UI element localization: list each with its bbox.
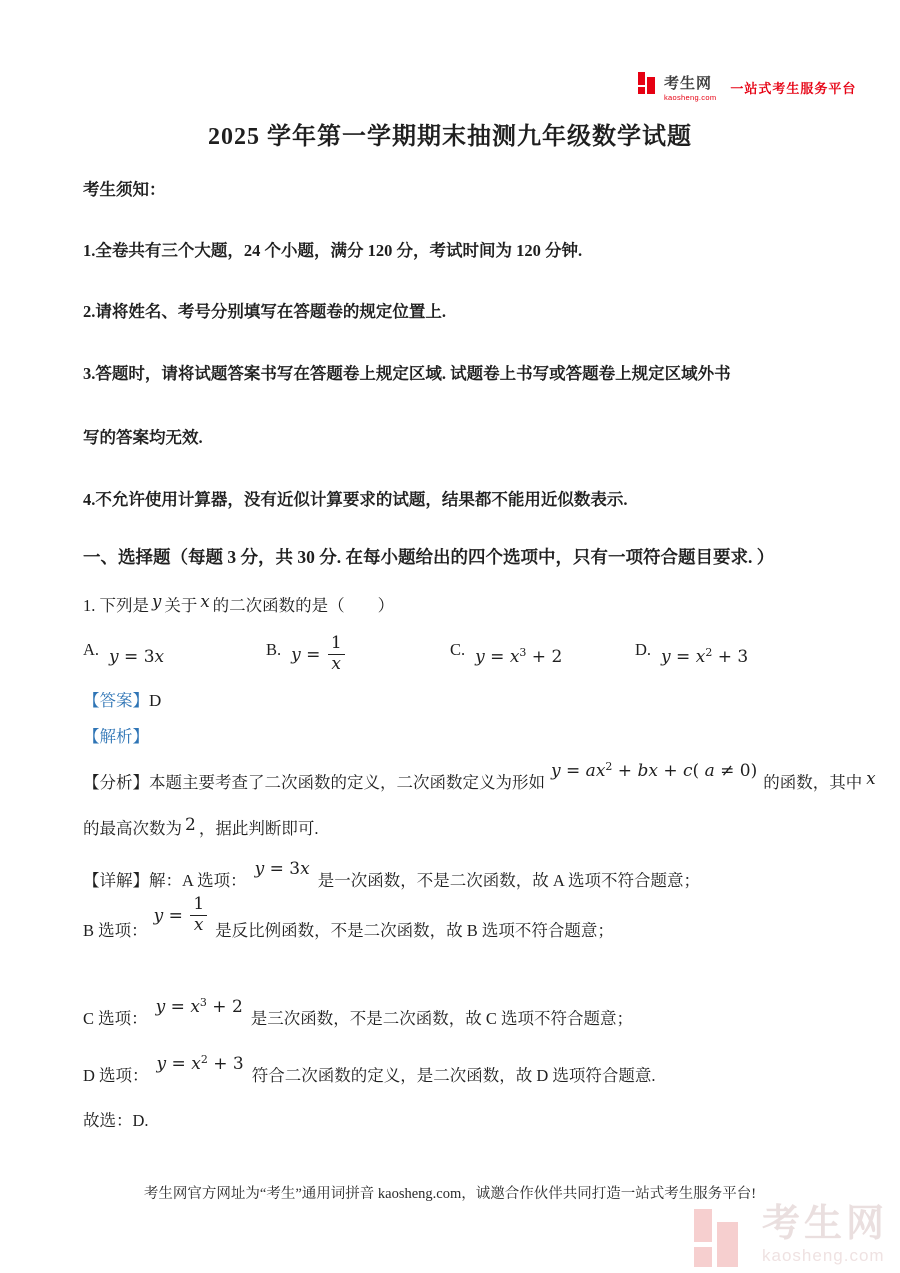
question-1-var-x: x xyxy=(200,592,210,611)
option-d-formula: $y = x^2 + 3$ xyxy=(661,646,749,667)
detail-line-a xyxy=(83,859,700,893)
logo-name: 考生网 xyxy=(664,75,713,92)
site-logo xyxy=(638,72,856,102)
option-b-label: B. xyxy=(266,640,282,659)
notice-item-3-line2: 写的答案均无效. xyxy=(83,428,203,447)
detail-b-formula: y = $\frac{1}{x}$ xyxy=(154,897,210,937)
answer-line xyxy=(83,690,161,713)
logo-tagline: 一站式考生服务平台 xyxy=(730,81,857,96)
watermark-logo-icon xyxy=(694,1209,750,1267)
detail-d-pre: D 选项： xyxy=(83,1066,149,1085)
watermark-name: 考生网 xyxy=(762,1203,889,1245)
notice-heading: 考生须知： xyxy=(83,180,166,199)
detail-a-pre: 解：A 选项： xyxy=(149,871,247,890)
question-1-pre: 1. 下列是 xyxy=(83,596,149,615)
question-1-var-y: y xyxy=(152,592,162,611)
analysis-line2-a: 的最高次数为 xyxy=(83,819,182,838)
analysis-line-2 xyxy=(83,815,319,841)
detail-a-post: 是一次函数，不是二次函数，故 A 选项不符合题意； xyxy=(317,871,700,890)
notice-item-2: 2.请将姓名、考号分别填写在答题卷的规定位置上. xyxy=(83,302,446,321)
option-c-label: C. xyxy=(450,640,466,659)
detail-a-formula: y = 3x xyxy=(254,859,310,879)
option-c xyxy=(450,640,563,667)
analysis-line-1 xyxy=(83,760,876,795)
detail-line-b xyxy=(83,894,614,943)
detail-d-formula: $y = x^2 + 3$ xyxy=(156,1053,244,1074)
watermark-logo xyxy=(694,1205,888,1267)
logo-domain: kaosheng.com xyxy=(664,93,717,102)
kaosheng-logo-icon xyxy=(638,72,660,94)
watermark-domain: kaosheng.com xyxy=(762,1246,885,1265)
analysis-formula: $y = ax^2$ + bx + c( a ≠ 0) xyxy=(551,760,758,781)
analysis-var-x: x xyxy=(866,769,876,788)
detail-b-post: 是反比例函数，不是二次函数，故 B 选项不符合题意； xyxy=(215,920,614,940)
detail-label: 【详解】 xyxy=(83,871,149,890)
question-1-mid: 关于 xyxy=(164,596,198,615)
detail-d-post: 符合二次函数的定义，是二次函数，故 D 选项符合题意. xyxy=(251,1066,656,1085)
section-1-heading: 一、选择题（每题 3 分，共 30 分. 在每小题给出的四个选项中，只有一项符合题目要求. ） xyxy=(83,547,775,567)
explain-label: 【解析】 xyxy=(83,727,149,746)
option-b-formula: y = $\frac{1}{x}$ xyxy=(291,636,347,676)
analysis-line2-b: ，据此判断即可. xyxy=(198,819,319,838)
detail-c-formula: $y = x^3 + 2$ xyxy=(155,996,243,1017)
detail-line-d xyxy=(83,1053,656,1088)
option-a-label: A. xyxy=(83,640,100,659)
detail-line-c xyxy=(83,996,634,1031)
detail-c-post: 是三次函数，不是二次函数，故 C 选项不符合题意； xyxy=(250,1009,634,1028)
answer-value: D xyxy=(149,691,162,710)
page-title: 2025 学年第一学期期末抽测九年级数学试题 xyxy=(208,124,692,150)
question-1-post: 的二次函数的是（ ） xyxy=(212,596,395,615)
analysis-text-2: 的函数，其中 xyxy=(763,773,863,792)
option-b xyxy=(266,632,347,676)
option-d xyxy=(635,640,749,667)
answer-label: 【答案】 xyxy=(83,691,149,710)
conclusion-line: 故选：D. xyxy=(83,1111,149,1130)
analysis-label: 【分析】 xyxy=(83,773,149,792)
notice-item-4: 4.不允许使用计算器，没有近似计算要求的试题，结果都不能用近似数表示. xyxy=(83,490,628,509)
option-a xyxy=(83,640,165,667)
question-1-text xyxy=(83,592,395,617)
footer-text: 考生网官方网址为“考生”通用词拼音 kaosheng.com，诚邀合作伙伴共同打造一站式考生服务平台! xyxy=(143,1186,757,1202)
detail-c-pre: C 选项： xyxy=(83,1009,148,1028)
notice-item-3-line1: 3.答题时，请将试题答案书写在答题卷上规定区域. 试题卷上书写或答题卷上规定区域外书 xyxy=(83,364,731,383)
analysis-line2-num: 2 xyxy=(185,815,196,835)
analysis-text-1: 本题主要考查了二次函数的定义，二次函数定义为形如 xyxy=(149,773,545,792)
detail-b-pre: B 选项： xyxy=(83,920,148,940)
notice-item-1: 1.全卷共有三个大题，24 个小题，满分 120 分，考试时间为 120 分钟. xyxy=(83,241,583,260)
option-c-formula: $y = x^3 + 2$ xyxy=(475,646,563,667)
option-a-formula: y = 3x xyxy=(109,647,165,667)
option-d-label: D. xyxy=(635,640,652,659)
